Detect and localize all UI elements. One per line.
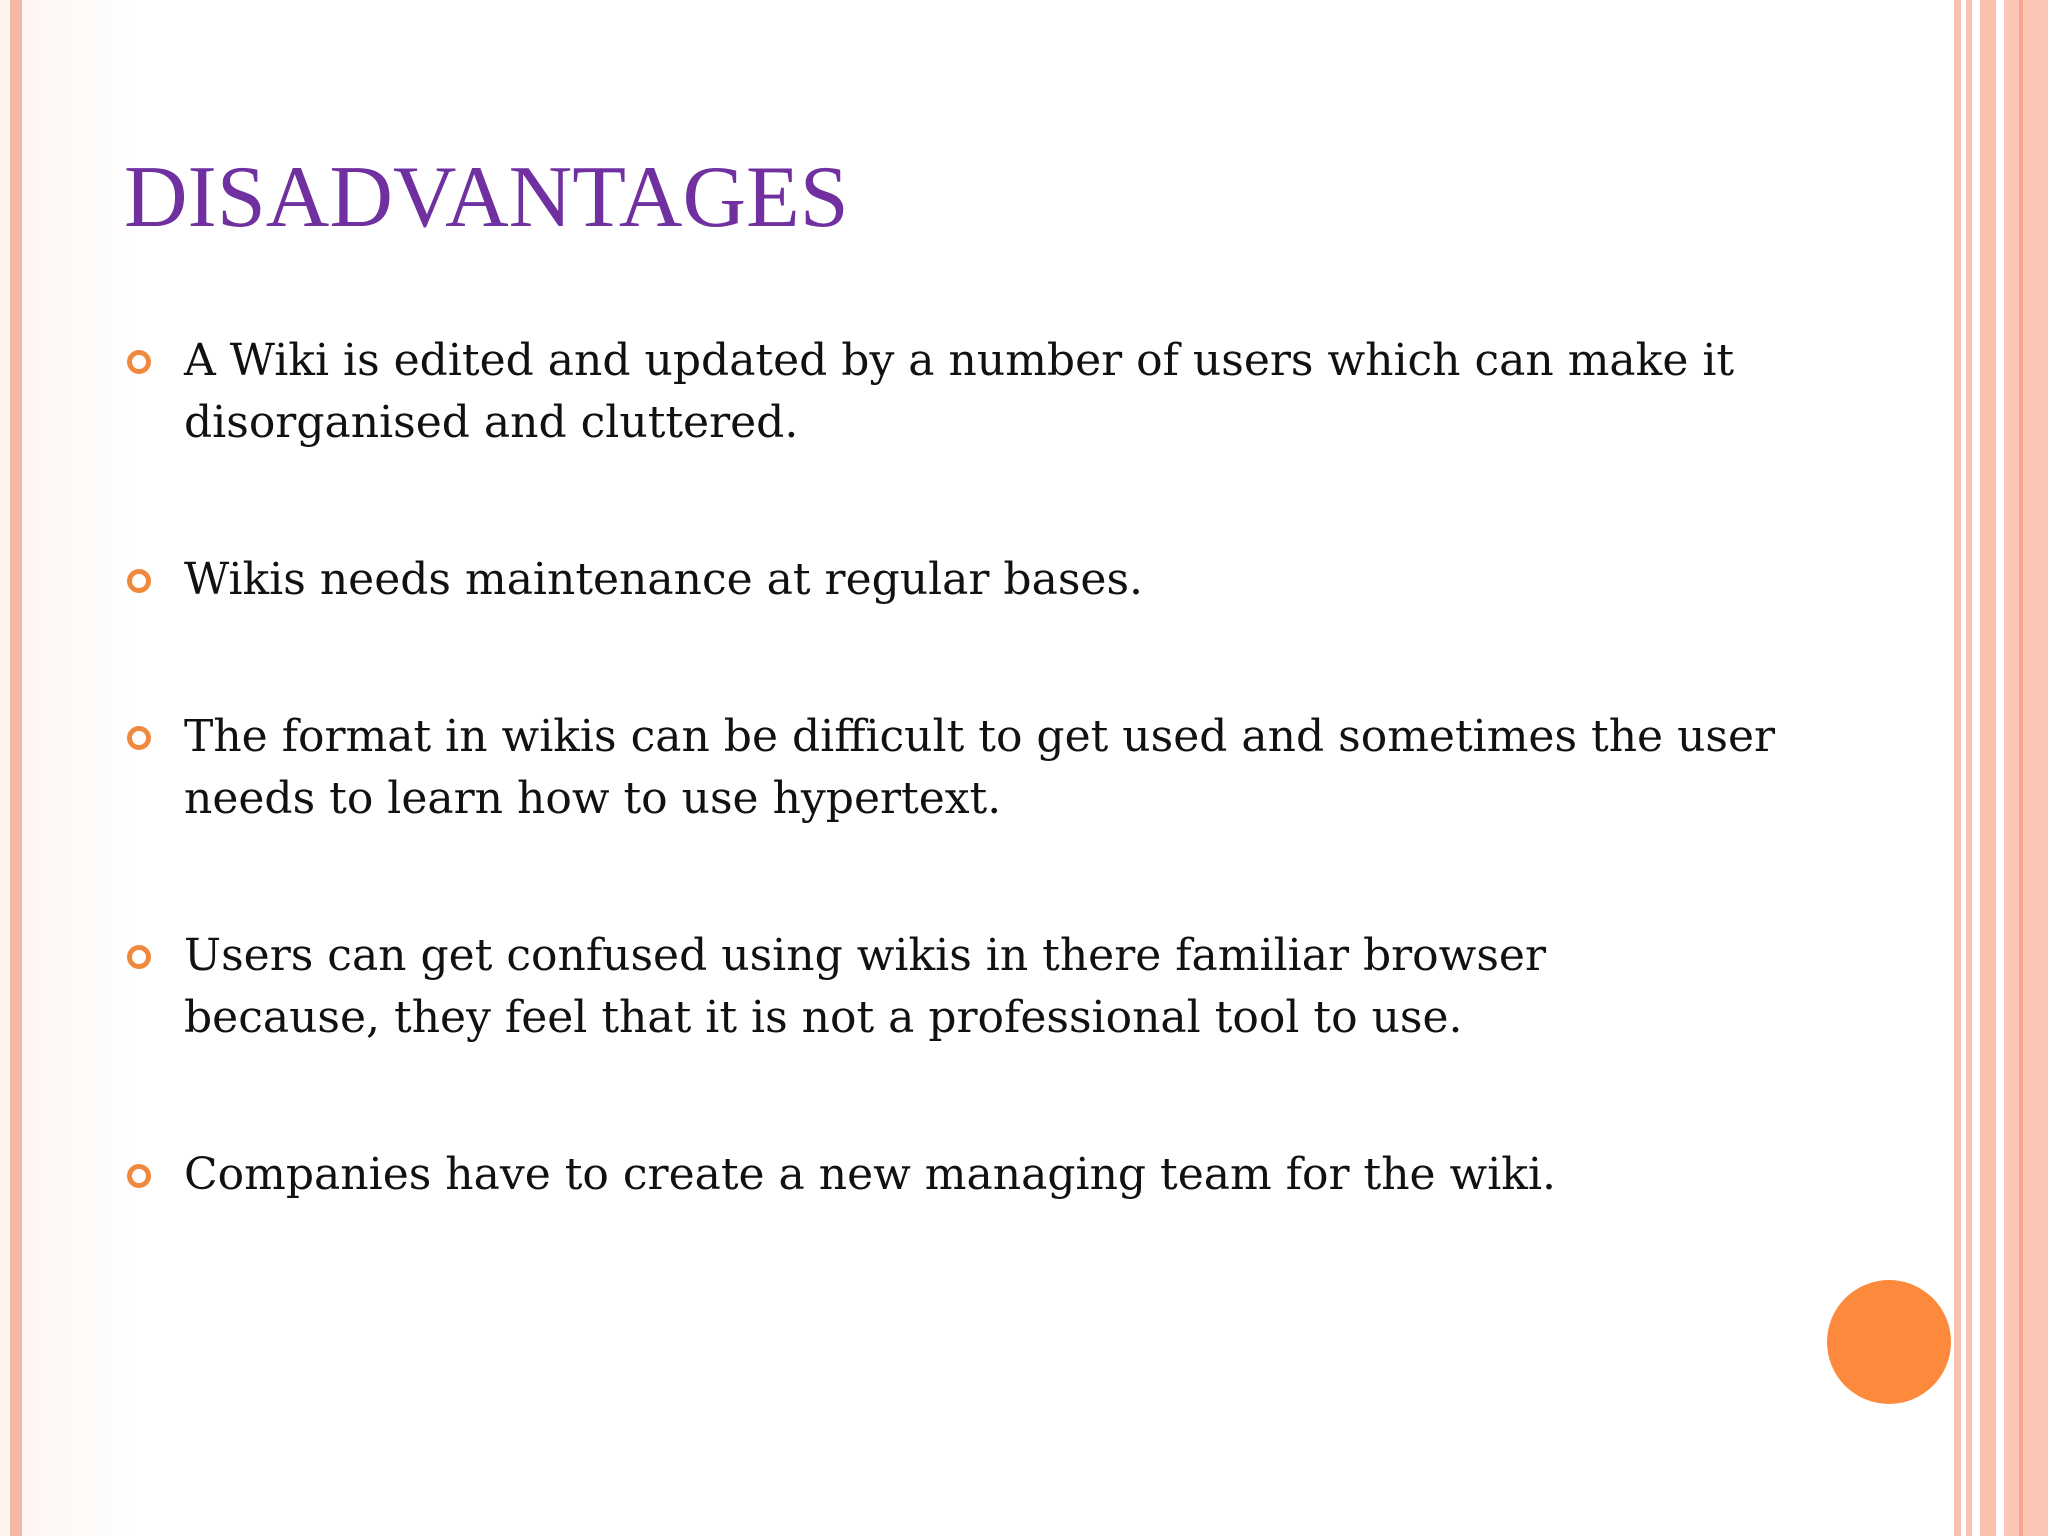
right-border-stripe <box>2004 0 2048 1536</box>
bullet-text: A Wiki is edited and updated by a number of users which can make it disorganised and cluttered. <box>184 335 1735 448</box>
right-border-stripe <box>2019 0 2023 1536</box>
bullet-item <box>120 925 1744 1049</box>
bullet-text: Companies have to create a new managing team for the wiki. <box>184 1149 1557 1200</box>
bullet-text: Users can get confused using wikis in there familiar browser because, they feel that it is not a professional tool to use. <box>184 930 1546 1043</box>
hollow-circle-icon <box>127 726 151 750</box>
filled-circle-icon <box>1827 1280 1951 1404</box>
hollow-circle-icon <box>127 945 151 969</box>
right-border-stripe <box>1980 0 1996 1536</box>
bullet-text: The format in wikis can be difficult to get used and sometimes the user needs to learn how to use hypertext. <box>184 711 1776 824</box>
bullet-item <box>120 1144 1820 1206</box>
bullet-item <box>120 330 1784 454</box>
hollow-circle-icon <box>127 1164 151 1188</box>
bullet-item <box>120 549 1820 611</box>
right-border-stripe <box>1966 0 1972 1536</box>
slide-title: DISADVANTAGES <box>124 149 849 246</box>
hollow-circle-icon <box>127 350 151 374</box>
bullet-list <box>120 330 1820 1301</box>
right-border-stripe <box>1954 0 1961 1536</box>
bullet-text: Wikis needs maintenance at regular bases. <box>184 554 1144 605</box>
bullet-item <box>120 706 1884 830</box>
left-border-bar <box>10 0 22 1536</box>
hollow-circle-icon <box>127 569 151 593</box>
